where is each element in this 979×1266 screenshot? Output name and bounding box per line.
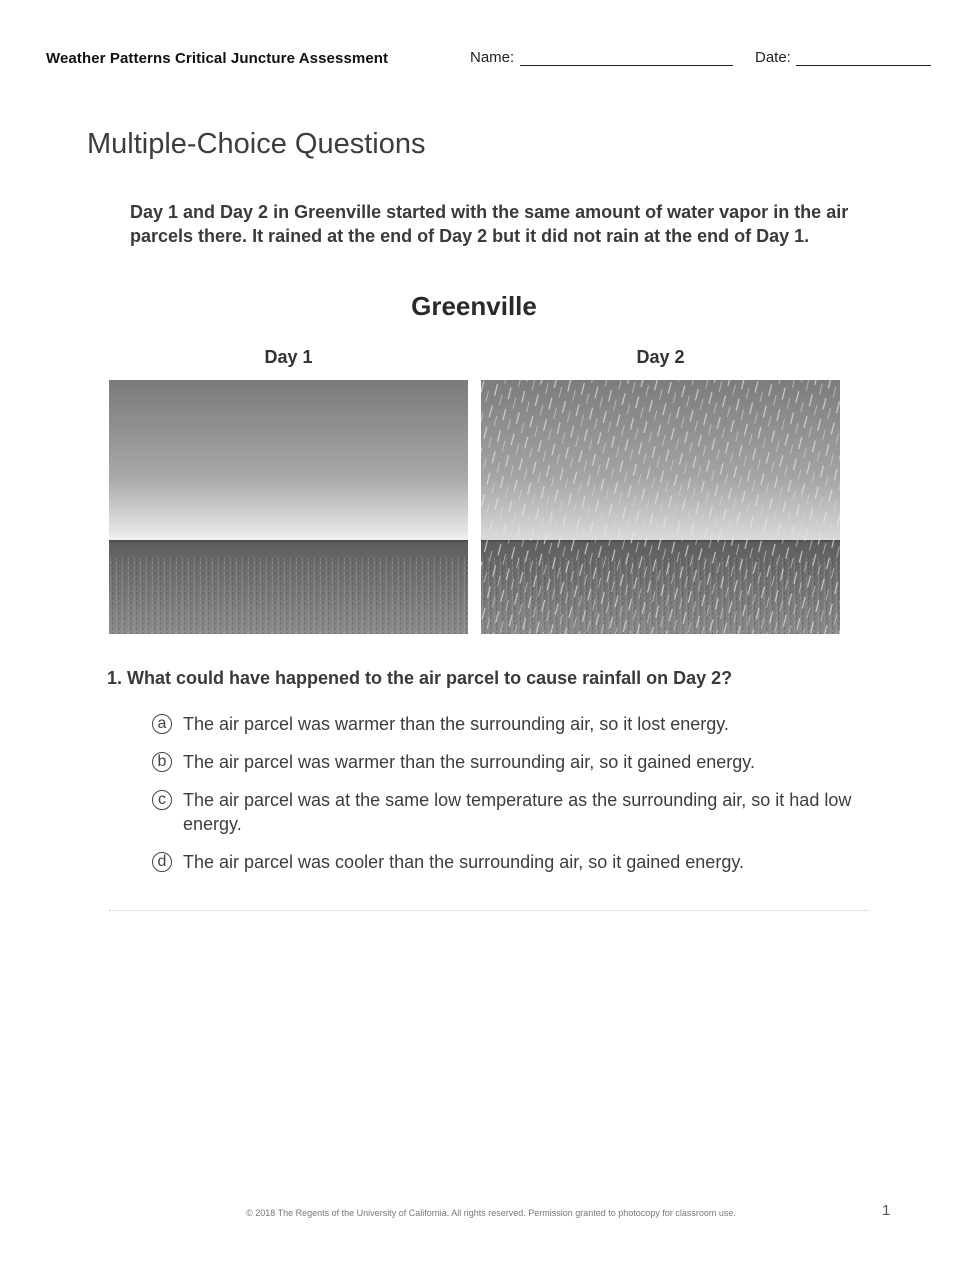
panel-label-day1: Day 1 <box>264 347 313 367</box>
question-1: 1. What could have happened to the air parcel to cause rainfall on Day 2? <box>107 668 733 688</box>
intro-paragraph: Day 1 and Day 2 in Greenville started with the same amount of water vapor in the air parcels there. It rained at the end of Day 2 but it did not rain at the end of Day 1. <box>130 202 849 246</box>
day1-photo <box>109 380 468 634</box>
panel-label-day2: Day 2 <box>636 347 685 367</box>
copyright-footer: © 2018 The Regents of the University of California. All rights reserved. Permission granted to photocopy for classroom use. <box>246 1208 736 1218</box>
section-divider <box>109 910 869 911</box>
name-line[interactable] <box>520 51 733 66</box>
choice-d-text: The air parcel was cooler than the surrounding air, so it gained energy. <box>183 852 744 872</box>
choice-b-bubble[interactable]: b <box>152 752 172 772</box>
day2-photo <box>481 380 840 634</box>
name-label: Name: <box>470 49 515 66</box>
date-label: Date: <box>755 49 791 66</box>
choice-b[interactable] <box>152 750 852 774</box>
choice-c-bubble[interactable]: c <box>152 790 172 810</box>
name-field[interactable] <box>470 49 733 66</box>
assessment-title: Weather Patterns Critical Juncture Assessment <box>46 50 389 67</box>
choice-a[interactable] <box>152 712 852 736</box>
answer-choices <box>152 712 852 888</box>
choice-d[interactable] <box>152 850 852 874</box>
figure-title: Greenville <box>411 291 537 321</box>
choice-c[interactable] <box>152 788 852 836</box>
choice-a-text: The air parcel was warmer than the surrounding air, so it lost energy. <box>183 714 729 734</box>
date-field[interactable] <box>755 49 931 66</box>
choice-c-text: The air parcel was at the same low temperature as the surrounding air, so it had low energy. <box>183 790 852 834</box>
date-line[interactable] <box>796 51 931 66</box>
section-title: Multiple-Choice Questions <box>87 128 426 160</box>
choice-a-bubble[interactable]: a <box>152 714 172 734</box>
choice-d-bubble[interactable]: d <box>152 852 172 872</box>
choice-b-text: The air parcel was warmer than the surrounding air, so it gained energy. <box>183 752 755 772</box>
page-number: 1 <box>882 1202 891 1219</box>
